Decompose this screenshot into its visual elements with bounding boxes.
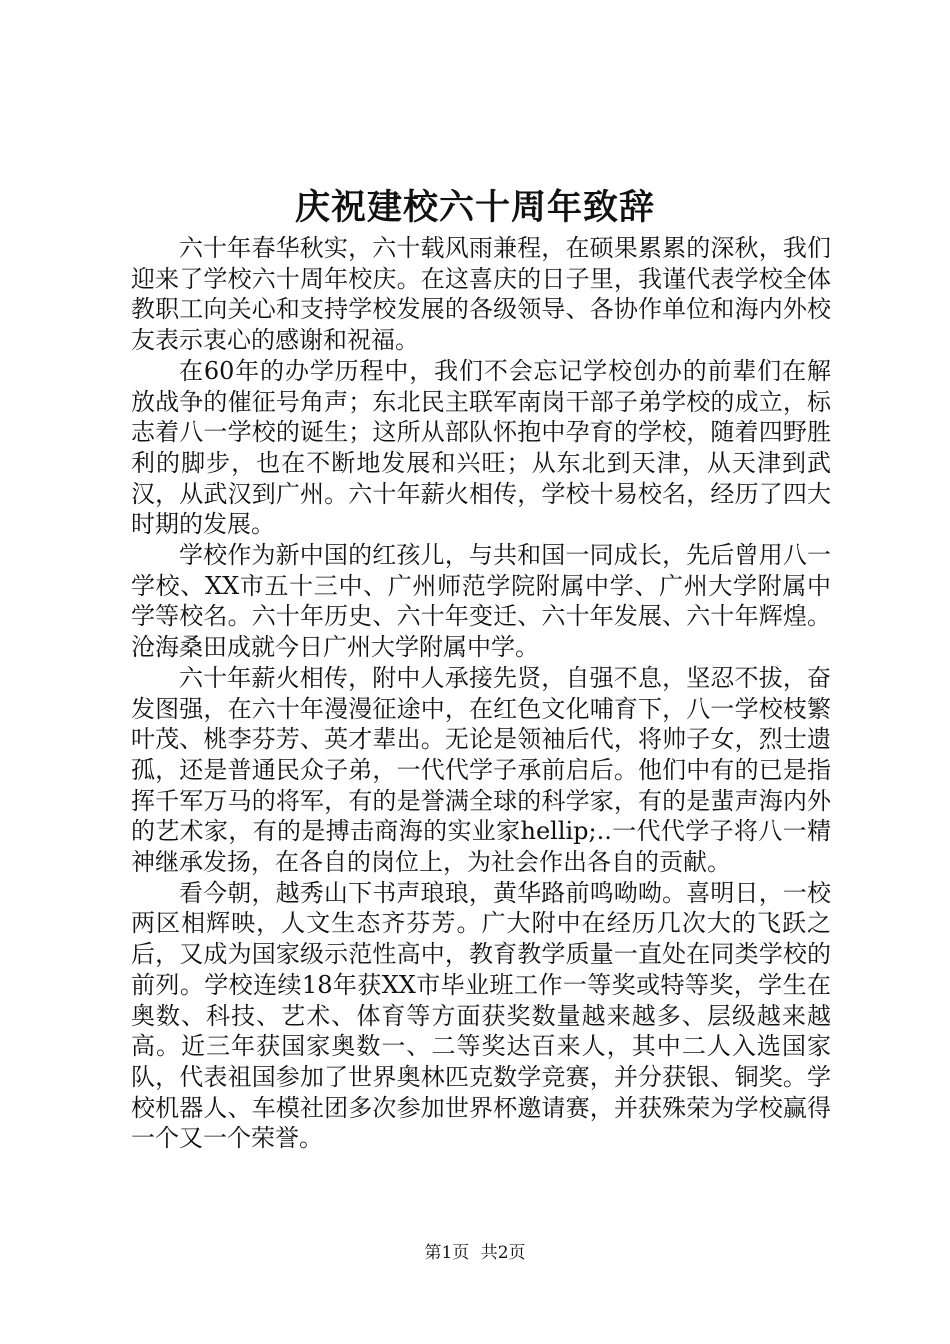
page-total: 共2页: [480, 1243, 526, 1263]
paragraph: 在60年的办学历程中，我们不会忘记学校创办的前辈们在解放战争的催征号角声；东北民主联军南岗干部子弟学校的成立，标志着八一学校的诞生；这所从部队怀抱中孕育的学校，随着四野胜利的脚步，也在不断地发展和兴旺；从东北到天津，从天津到武汉，从武汉到广州。六十年薪火相传，学校十易校名，经历了四大时期的发展。: [131, 356, 831, 539]
document-body: [131, 233, 831, 1154]
paragraph: 学校作为新中国的红孩儿，与共和国一同成长，先后曾用八一学校、XX市五十三中、广州师范学院附属中学、广州大学附属中学等校名。六十年历史、六十年变迁、六十年发展、六十年辉煌。沧海桑田成就今日广州大学附属中学。: [131, 541, 831, 662]
page-footer: [0, 1241, 950, 1265]
page-number: 第1页: [424, 1243, 470, 1263]
paragraph: 六十年薪火相传，附中人承接先贤，自强不息，坚忍不拔，奋发图强，在六十年漫漫征途中，在红色文化哺育下，八一学校枝繁叶茂、桃李芬芳、英才辈出。无论是领袖后代，将帅子女，烈士遗孤，还是普通民众子弟，一代代学子承前启后。他们中有的已是指挥千军万马的将军，有的是誉满全球的科学家，有的是蜚声海内外的艺术家，有的是搏击商海的实业家hellip;..一代代学子将八一精神继承发扬，在各自的岗位上，为社会作出各自的贡献。: [131, 663, 831, 877]
paragraph: 看今朝，越秀山下书声琅琅，黄华路前鸣呦呦。喜明日，一校两区相辉映，人文生态齐芬芳。广大附中在经历几次大的飞跃之后，又成为国家级示范性高中，教育教学质量一直处在同类学校的前列。学校连续18年获XX市毕业班工作一等奖或特等奖，学生在奥数、科技、艺术、体育等方面获奖数量越来越多、层级越来越高。近三年获国家奥数一、二等奖达百来人，其中二人入选国家队，代表祖国参加了世界奥林匹克数学竞赛，并分获银、铜奖。学校机器人、车模社团多次参加世界杯邀请赛，并获殊荣为学校赢得一个又一个荣誉。: [131, 878, 831, 1153]
paragraph: 六十年春华秋实，六十载风雨兼程，在硕果累累的深秋，我们迎来了学校六十周年校庆。在这喜庆的日子里，我谨代表学校全体教职工向关心和支持学校发展的各级领导、各协作单位和海内外校友表示衷心的感谢和祝福。: [131, 234, 831, 355]
document-title: 庆祝建校六十周年致辞: [294, 187, 655, 228]
